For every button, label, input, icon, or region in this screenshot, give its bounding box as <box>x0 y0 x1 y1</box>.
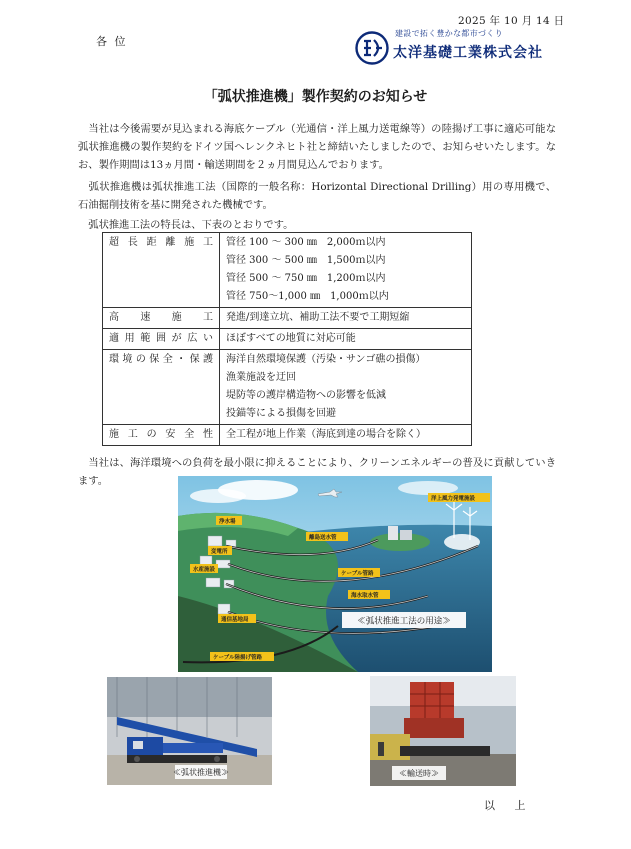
machine-photo-caption: ≪弧状推進機≫ <box>173 768 229 777</box>
value-line: 発進/到達立坑、補助工法不要で工期短縮 <box>226 312 410 323</box>
row-values <box>220 350 472 425</box>
row-values <box>220 425 472 446</box>
document-date: 2025 年 10 月 14 日 <box>458 15 565 27</box>
machine-paragraph: 弧状推進機は弧状推進工法（国際的一般名称：Horizontal Directional Drilling）用の専用機で、石油掘削技術を基に開発された機械です。 <box>78 181 556 211</box>
closing-mark: 以 上 <box>484 799 534 812</box>
value-line: ほぼすべての地質に対応可能 <box>226 333 356 344</box>
value-line: 管径 100 〜 300 ㎜ 2,000ｍ以内 <box>226 237 386 248</box>
hdd-application-diagram <box>178 476 492 672</box>
row-heading: 施工の安全性 <box>103 425 220 446</box>
closing-paragraph: 当社は、海洋環境への負荷を最小限に抑えることにより、クリーンエネルギーの普及に貢献していきます。 <box>78 457 557 487</box>
transport-photo-caption: ≪輸送時≫ <box>399 769 439 778</box>
label-cable-landing: ケーブル陸揚げ管路 <box>213 655 263 661</box>
page-title: 「弧状推進機」製作契約のお知らせ <box>203 89 428 105</box>
label-water-plant: 浄水場 <box>219 519 236 525</box>
label-fisheries: 水産施設 <box>193 567 216 573</box>
label-cable-route: ケーブル管路 <box>341 571 374 577</box>
value-line: 管径 500 〜 750 ㎜ 1,200ｍ以内 <box>226 273 386 284</box>
row-heading: 超長距離施工 <box>103 233 220 308</box>
transport-photo <box>370 676 516 786</box>
label-island-water: 離島送水管 <box>309 535 337 541</box>
company-emblem-icon <box>355 31 389 65</box>
row-heading: 環境の保全・保護 <box>103 350 220 425</box>
company-name: 太洋基礎工業株式会社 <box>393 45 543 61</box>
features-table <box>102 232 472 446</box>
hdd-machine-photo <box>107 677 272 785</box>
row-heading: 適用範囲が広い <box>103 329 220 350</box>
crawler-track <box>127 755 227 763</box>
company-logo <box>355 27 555 67</box>
row-heading: 高速施工 <box>103 308 220 329</box>
intro-paragraph: 当社は今後需要が見込まれる海底ケーブル（光通信・洋上風力送電線等）の陸揚げ工事に適応可能な弧状推進機の製作契約をドイツ国へレンクネヒト社と締結いたしましたので、お知らせいたします。なお、製作期間は13ヵ月間・輸送期間を２ヵ月間見込んでおります。 <box>78 123 557 171</box>
features-lead: 弧状推進工法の特長は、下表のとおりです。 <box>88 219 294 231</box>
island-building <box>388 526 398 540</box>
diagram-caption: ≪弧状推進工法の用途≫ <box>357 616 451 627</box>
table-row <box>103 425 472 446</box>
value-line: 堤防等の護岸構造物への影響を低減 <box>226 390 386 401</box>
company-tagline: 建設で拓く豊かな都市づくり <box>395 29 503 38</box>
row-values <box>220 329 472 350</box>
value-line: 管径 300 〜 500 ㎜ 1,500ｍ以内 <box>226 255 386 266</box>
label-telecom: 通信基地局 <box>221 617 249 623</box>
island-building <box>400 530 412 540</box>
table-row <box>103 233 472 308</box>
value-line: 海洋自然環境保護（汚染・サンゴ礁の損傷） <box>226 354 426 365</box>
value-line: 漁業施設を迂回 <box>226 372 296 383</box>
label-substation: 変電所 <box>211 549 228 555</box>
crawler-track <box>400 746 490 756</box>
value-line: 管径 750〜1,000 ㎜ 1,000ｍ以内 <box>226 291 389 302</box>
label-seawater-intake: 海水取水管 <box>351 593 379 599</box>
row-values <box>220 308 472 329</box>
value-line: 全工程が地上作業（海底到達の場合を除く） <box>226 429 426 440</box>
value-line: 投錨等による損傷を回避 <box>226 408 336 419</box>
addressee: 各 位 <box>96 35 128 48</box>
table-row <box>103 308 472 329</box>
table-row <box>103 350 472 425</box>
machine-frame <box>410 682 454 718</box>
table-row <box>103 329 472 350</box>
label-offshore-wind: 洋上風力発電施設 <box>431 496 476 502</box>
row-values <box>220 233 472 308</box>
cloud <box>190 489 246 503</box>
cloud <box>398 481 458 495</box>
